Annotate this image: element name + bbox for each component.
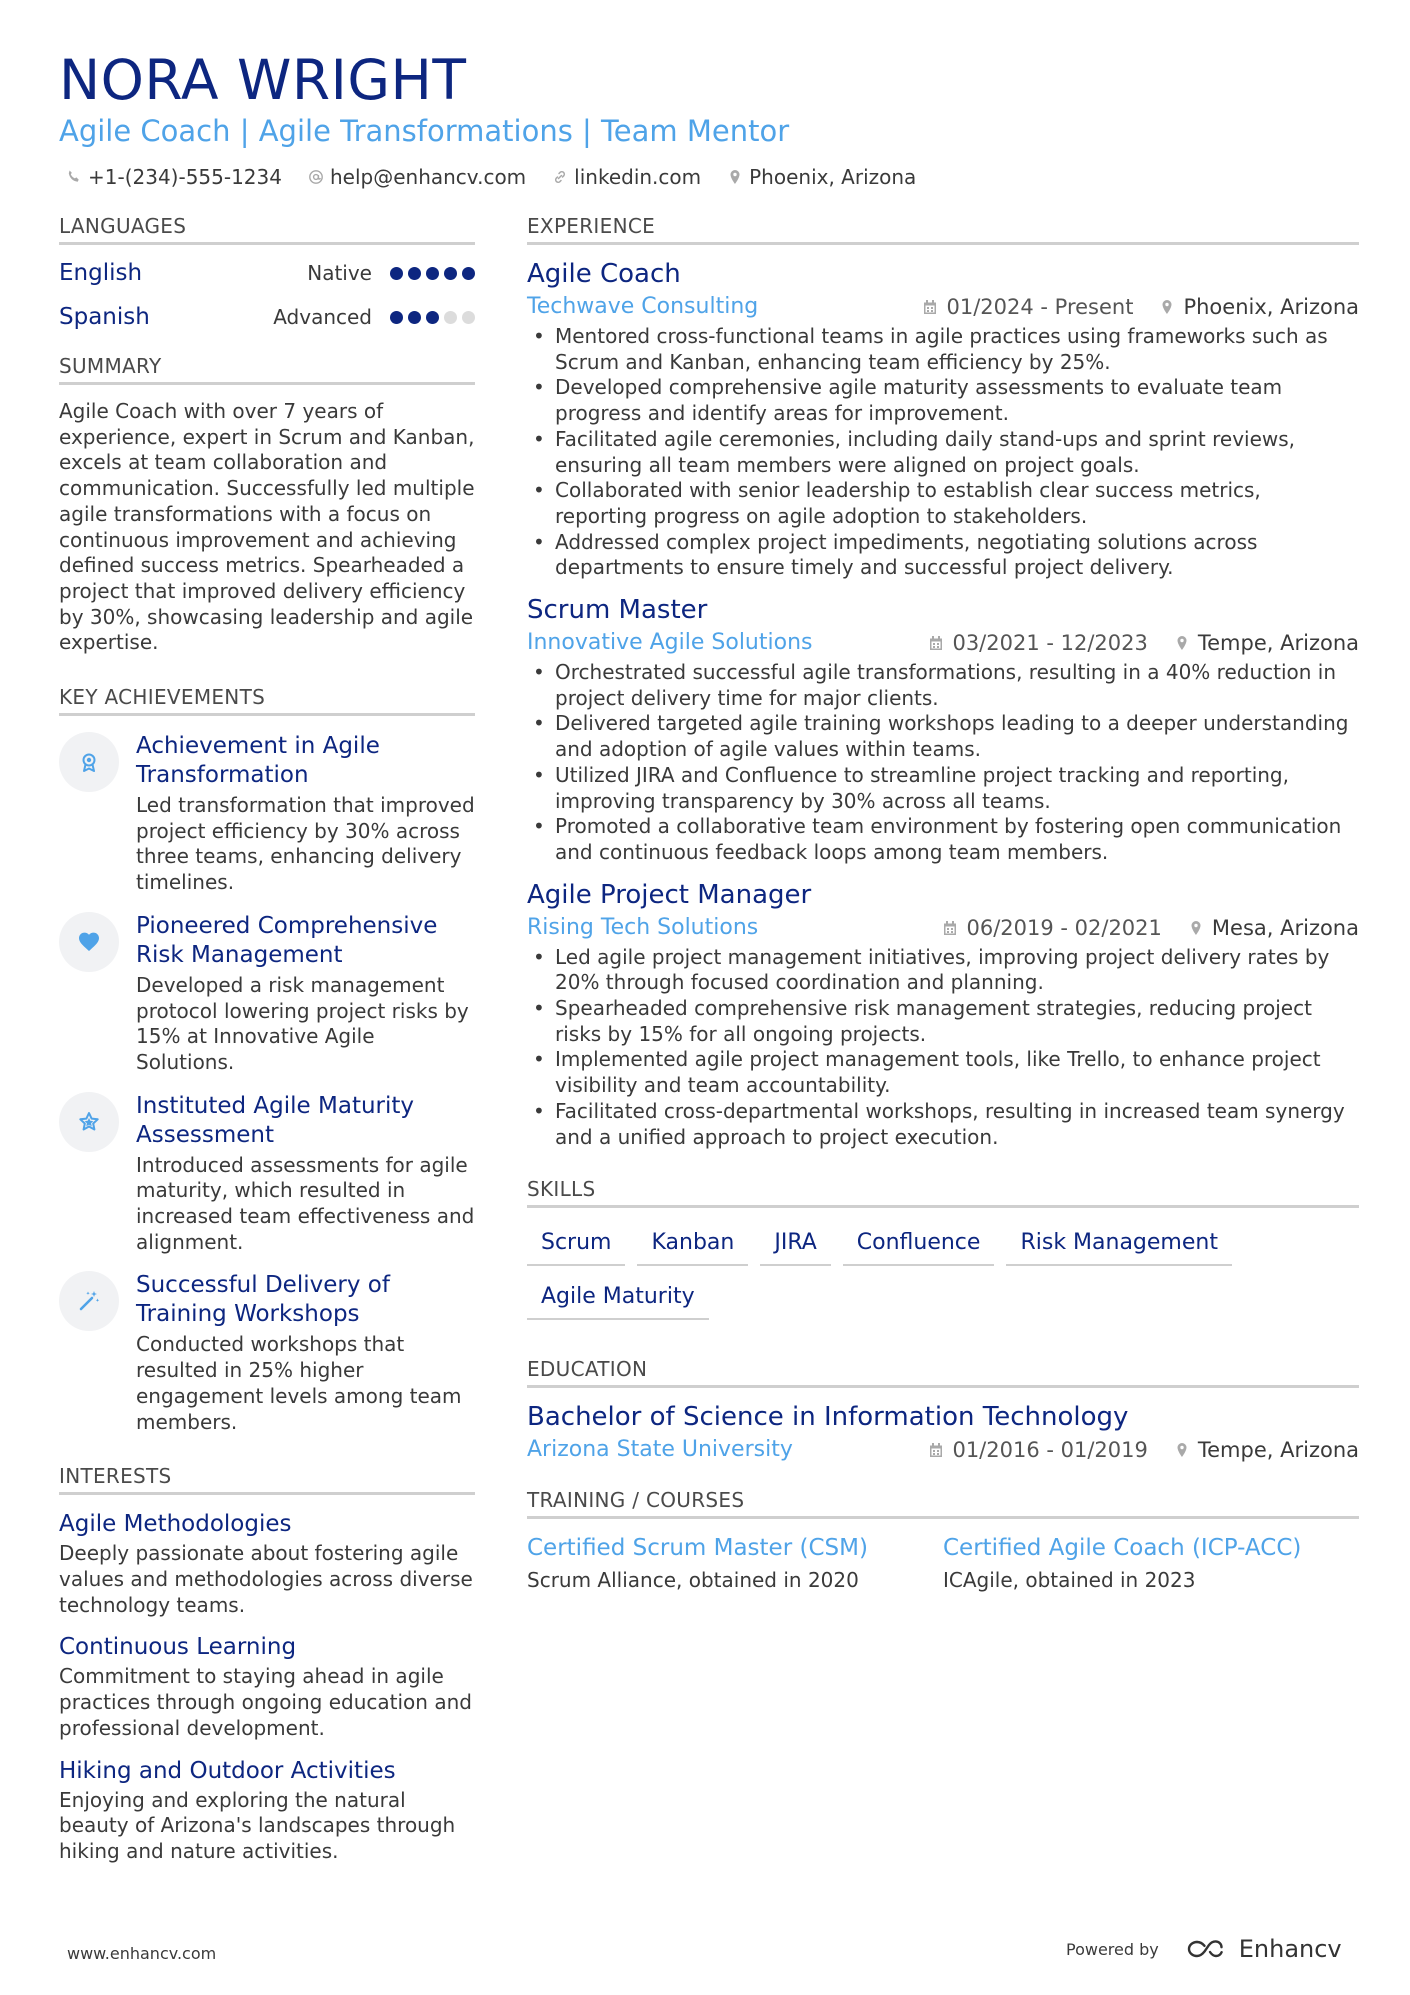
language-name: English — [59, 260, 143, 286]
interests-section — [59, 1463, 475, 1864]
interest-title: Continuous Learning — [59, 1634, 297, 1661]
calendar-icon — [928, 1442, 944, 1458]
award-ribbon-icon — [59, 732, 119, 792]
email-text: help@enhancv.com — [329, 165, 527, 189]
skills-list — [527, 1224, 1359, 1320]
achievement-desc: Led transformation that improved project efficiency by 30% across three teams, enhancing delivery timelines. — [136, 793, 475, 895]
footer-website[interactable]: www.enhancv.com — [67, 1944, 217, 1963]
job-entry — [527, 257, 1359, 581]
job-location: Tempe, Arizona — [1197, 631, 1359, 656]
location-text: Phoenix, Arizona — [749, 165, 917, 189]
list-item: • Addressed complex project impediments, negotiating solutions across departments to ensure timely and successful project delivery. — [527, 530, 1359, 581]
list-item: • Delivered targeted agile training workshops leading to a deeper understanding and adoption of agile values within teams. — [527, 711, 1359, 762]
courses-list — [527, 1533, 1359, 1594]
list-item: • Collaborated with senior leadership to establish clear success metrics, reporting progress on agile adoption to stakeholders. — [527, 478, 1359, 529]
education-section — [527, 1356, 1359, 1465]
proficiency-dot-filled — [462, 267, 475, 280]
skills-section — [527, 1176, 1359, 1320]
experience-title: EXPERIENCE — [527, 213, 1359, 245]
achievement-item — [59, 732, 475, 896]
job-dates: 03/2021 - 12/2023 — [952, 631, 1148, 656]
school-name: Arizona State University — [527, 1437, 793, 1463]
interest-desc: Deeply passionate about fostering agile values and methodologies across diverse technology teams. — [59, 1541, 473, 1617]
contact-linkedin[interactable] — [552, 163, 701, 191]
interest-item — [59, 1632, 475, 1741]
achievements-section — [59, 684, 475, 1435]
at-sign-icon — [308, 169, 324, 185]
link-icon — [552, 169, 568, 185]
language-level: Native — [307, 261, 372, 285]
map-pin-icon — [1174, 1442, 1190, 1458]
proficiency-dot-filled — [426, 311, 439, 324]
interest-desc: Enjoying and exploring the natural beauty of Arizona's landscapes through hiking and nature activities. — [59, 1787, 456, 1863]
job-title: Agile Project Manager — [527, 879, 812, 910]
map-pin-icon — [1174, 635, 1190, 651]
job-location: Mesa, Arizona — [1211, 915, 1359, 940]
star-icon — [59, 1092, 119, 1152]
list-item: • Facilitated cross-departmental workshops, resulting in increased team synergy and a unified approach to project execution. — [527, 1099, 1359, 1150]
achievements-title: KEY ACHIEVEMENTS — [59, 684, 475, 716]
list-item: • Promoted a collaborative team environment by fostering open communication and continuous feedback loops among team members. — [527, 814, 1359, 865]
proficiency-dot-filled — [408, 267, 421, 280]
degree-title: Bachelor of Science in Information Technology — [527, 1402, 1129, 1433]
skill-tag: JIRA — [760, 1224, 830, 1266]
calendar-icon — [928, 635, 944, 651]
map-pin-icon — [727, 169, 743, 185]
list-item: • Facilitated agile ceremonies, including daily stand-ups and sprint reviews, ensuring all team members were aligned on project goals. — [527, 427, 1359, 478]
languages-section — [59, 213, 475, 339]
achievement-desc: Conducted workshops that resulted in 25% higher engagement levels among team members. — [136, 1332, 462, 1434]
languages-title: LANGUAGES — [59, 213, 475, 245]
course-title: Certified Scrum Master (CSM) — [527, 1535, 868, 1562]
heart-icon — [59, 912, 119, 972]
interest-item — [59, 1509, 475, 1618]
language-item — [59, 295, 475, 339]
proficiency-dots — [390, 267, 475, 280]
experience-section — [527, 213, 1359, 1150]
achievement-desc: Introduced assessments for agile maturity, which resulted in increased team effectiveness and alignment. — [136, 1152, 475, 1254]
job-entry — [527, 593, 1359, 866]
proficiency-dot-filled — [390, 311, 403, 324]
achievement-title: Achievement in Agile Transformation — [136, 733, 380, 789]
calendar-icon — [942, 920, 958, 936]
job-bullets — [527, 660, 1359, 866]
map-pin-icon — [1159, 299, 1175, 315]
proficiency-dots — [390, 311, 475, 324]
education-dates: 01/2016 - 01/2019 — [952, 1438, 1148, 1463]
course-desc: ICAgile, obtained in 2023 — [943, 1568, 1196, 1593]
job-location: Phoenix, Arizona — [1183, 295, 1359, 319]
education-entry — [527, 1400, 1359, 1465]
achievement-item — [59, 912, 475, 1076]
list-item: • Led agile project management initiatives, improving project delivery rates by 20% through focused coordination and planning. — [527, 945, 1359, 996]
contact-phone[interactable] — [66, 163, 282, 191]
linkedin-text: linkedin.com — [574, 165, 702, 189]
skills-title: SKILLS — [527, 1176, 1359, 1208]
summary-text: Agile Coach with over 7 years of experience, expert in Scrum and Kanban, excels at team collaboration and communication. Successfully led multiple agile transformations with a focus on continuous improvement and achieving defined success metrics. Spearheaded a project that improved delivery efficiency by 30%, showcasing leadership and agile expertise. — [59, 399, 475, 655]
list-item: • Mentored cross-functional teams in agile practices using frameworks such as Scrum and Kanban, enhancing team efficiency by 25%. — [527, 324, 1359, 375]
skill-tag: Confluence — [843, 1224, 995, 1266]
contact-bar — [66, 163, 916, 191]
proficiency-dot-filled — [390, 267, 403, 280]
education-location: Tempe, Arizona — [1197, 1438, 1359, 1463]
job-dates: 06/2019 - 02/2021 — [966, 915, 1162, 940]
footer-branding — [1066, 1935, 1342, 1963]
calendar-icon — [922, 299, 938, 315]
language-level: Advanced — [273, 305, 372, 329]
job-dates: 01/2024 - Present — [946, 295, 1134, 319]
brand-logo[interactable] — [1183, 1935, 1342, 1963]
summary-section — [59, 353, 475, 656]
language-name: Spanish — [59, 304, 150, 330]
interest-item — [59, 1756, 475, 1865]
contact-email[interactable] — [308, 163, 526, 191]
list-item: • Utilized JIRA and Confluence to streamline project tracking and reporting, improving transparency by 30% across all teams. — [527, 763, 1359, 814]
list-item: • Developed comprehensive agile maturity assessments to evaluate team progress and identify areas for improvement. — [527, 375, 1359, 426]
skill-tag: Risk Management — [1006, 1224, 1232, 1266]
achievement-item — [59, 1092, 475, 1256]
skill-tag: Agile Maturity — [527, 1278, 709, 1320]
list-item: • Implemented agile project management tools, like Trello, to enhance project visibility and team accountability. — [527, 1047, 1359, 1098]
achievement-item — [59, 1271, 475, 1435]
company-name: Rising Tech Solutions — [527, 914, 759, 940]
achievement-title: Pioneered Comprehensive Risk Management — [136, 912, 438, 968]
map-pin-icon — [1188, 920, 1204, 936]
achievement-title: Successful Delivery of Training Workshops — [136, 1272, 390, 1328]
job-bullets — [527, 324, 1359, 581]
left-column — [59, 213, 475, 1865]
powered-by-label: Powered by — [1066, 1939, 1159, 1959]
contact-location — [727, 163, 916, 191]
magic-wand-icon — [59, 1271, 119, 1331]
company-name: Techwave Consulting — [527, 294, 759, 319]
training-section — [527, 1487, 1359, 1594]
job-entry — [527, 878, 1359, 1151]
course-desc: Scrum Alliance, obtained in 2020 — [527, 1568, 859, 1593]
skill-tag: Kanban — [637, 1224, 748, 1266]
headline: Agile Coach | Agile Transformations | Team Mentor — [59, 114, 790, 148]
proficiency-dot-filled — [426, 267, 439, 280]
summary-title: SUMMARY — [59, 353, 475, 385]
proficiency-dot-empty — [462, 311, 475, 324]
interests-title: INTERESTS — [59, 1463, 475, 1495]
proficiency-dot-empty — [444, 311, 457, 324]
achievement-title: Instituted Agile Maturity Assessment — [136, 1092, 415, 1148]
course-item — [527, 1533, 943, 1594]
achievement-desc: Developed a risk management protocol lowering project risks by 15% at Innovative Agile Solutions. — [136, 972, 469, 1074]
interest-title: Hiking and Outdoor Activities — [59, 1757, 396, 1784]
brand-name: Enhancv — [1238, 1935, 1342, 1963]
job-title: Scrum Master — [527, 595, 708, 626]
proficiency-dot-filled — [408, 311, 421, 324]
skill-tag: Scrum — [527, 1224, 625, 1266]
language-item — [59, 251, 475, 295]
right-column — [527, 213, 1359, 1594]
job-bullets — [527, 945, 1359, 1151]
education-title: EDUCATION — [527, 1356, 1359, 1388]
training-title: TRAINING / COURSES — [527, 1487, 1359, 1519]
list-item: • Spearheaded comprehensive risk management strategies, reducing project risks by 15% for all ongoing projects. — [527, 996, 1359, 1047]
phone-text: +1-(234)-555-1234 — [88, 165, 282, 189]
interest-desc: Commitment to staying ahead in agile practices through ongoing education and professional development. — [59, 1664, 472, 1740]
candidate-name: NORA WRIGHT — [59, 48, 467, 112]
phone-icon — [66, 169, 82, 185]
proficiency-dot-filled — [444, 267, 457, 280]
enhancv-logo-icon — [1183, 1936, 1229, 1962]
list-item: • Orchestrated successful agile transformations, resulting in a 40% reduction in project delivery time for major clients. — [527, 660, 1359, 711]
course-item — [943, 1533, 1359, 1594]
company-name: Innovative Agile Solutions — [527, 630, 813, 656]
job-title: Agile Coach — [527, 259, 681, 289]
course-title: Certified Agile Coach (ICP-ACC) — [943, 1535, 1302, 1562]
interest-title: Agile Methodologies — [59, 1511, 292, 1538]
